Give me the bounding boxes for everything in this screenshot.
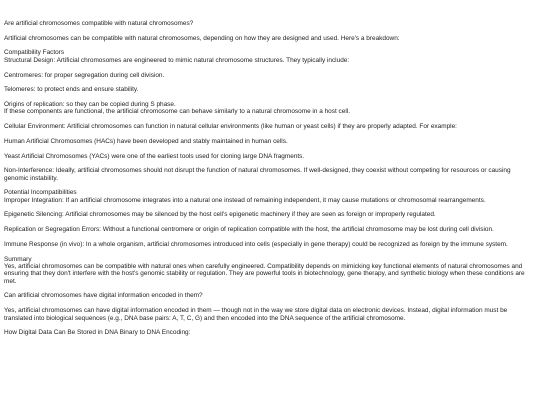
paragraph-line: Origins of replication: so they can be copied during S phase. — [4, 101, 176, 109]
paragraph-line: Yes, artificial chromosomes can have digital information encoded in them — though not in the way we store digital data on electronic devices. Instead, digital information must be translated into biological sequences (e.g., DNA base pairs: A, T, C, G) and then encoded into the DNA sequence of the artificial chromosome. — [4, 307, 508, 322]
paragraph-line: Human Artificial Chromosomes (HACs) have been developed and stably maintained in human cells. — [4, 137, 288, 145]
paragraph — [4, 256, 536, 285]
paragraph-line: Cellular Environment: Artificial chromosomes can function in natural cellular environments (like human or yeast cells) if they are properly adapted. For example: — [4, 123, 457, 131]
paragraph — [4, 167, 536, 182]
paragraph-line: Immune Response (in vivo): In a whole organism, artificial chromosomes introduced into cells (especially in gene therapy) could be recognized as foreign by the immune system. — [4, 240, 508, 248]
paragraph — [4, 123, 536, 130]
paragraph-line: Are artificial chromosomes compatible with natural chromosomes? — [4, 20, 194, 27]
paragraph — [4, 241, 536, 248]
paragraph-line: Replication or Segregation Errors: Without a functional centromere or origin of replication compatible with the host, the artificial chromosome may be lost during cell division. — [4, 226, 494, 234]
paragraph-line: Epigenetic Silencing: Artificial chromosomes may be silenced by the host cell's epigenetic machinery if they are seen as foreign or improperly regulated. — [4, 211, 436, 219]
paragraph — [4, 72, 536, 79]
paragraph — [4, 329, 536, 336]
paragraph — [4, 35, 536, 42]
paragraph — [4, 49, 536, 64]
paragraph — [4, 211, 536, 218]
paragraph-line: If these components are functional, the artificial chromosome can behave similarly to a natural chromosome in a host cell. — [4, 108, 351, 116]
paragraph-line: Centromeres: for proper segregation during cell division. — [4, 71, 165, 79]
paragraph-line: How Digital Data Can Be Stored in DNA Binary to DNA Encoding: — [4, 329, 191, 337]
paragraph-line: Yes, artificial chromosomes can be compatible with natural ones when carefully engineered. Compatibility depends on mimicking key functional elements of natural chromosomes and ensuring that they don't interfere with the host's genomic stability or regulation. They are powerful tools in biotechnology, gene therapy, and synthetic biology when these conditions are met. — [4, 263, 525, 285]
paragraph — [4, 189, 536, 204]
paragraph — [4, 20, 536, 27]
paragraph — [4, 138, 536, 145]
paragraph-line: Compatibility Factors — [4, 49, 65, 57]
paragraph — [4, 86, 536, 93]
paragraph-line: Summary — [4, 255, 32, 263]
paragraph-line: Artificial chromosomes can be compatible with natural chromosomes, depending on how they are designed and used. Here's a breakdown: — [4, 34, 400, 42]
paragraph — [4, 153, 536, 160]
paragraph — [4, 101, 536, 116]
document-body — [4, 20, 536, 344]
paragraph-line: Can artificial chromosomes have digital information encoded in them? — [4, 292, 203, 300]
paragraph-line: Improper Integration: If an artificial chromosome integrates into a natural one instead of remaining independent, it may cause mutations or chromosomal rearrangements. — [4, 196, 486, 204]
paragraph — [4, 226, 536, 233]
paragraph-line: Non-Interference: Ideally, artificial chromosomes should not disrupt the function of natural chromosomes. If well-designed, they coexist without competing for resources or causing genomic instability. — [4, 167, 511, 182]
paragraph — [4, 292, 536, 299]
paragraph-line: Potential Incompatibilities — [4, 189, 77, 197]
paragraph-line: Yeast Artificial Chromosomes (YACs) were one of the earliest tools used for cloning large DNA fragments. — [4, 152, 305, 160]
paragraph — [4, 307, 536, 322]
paragraph-line: Structural Design: Artificial chromosomes are engineered to mimic natural chromosome structures. They typically include: — [4, 56, 350, 64]
paragraph-line: Telomeres: to protect ends and ensure stability. — [4, 86, 139, 94]
